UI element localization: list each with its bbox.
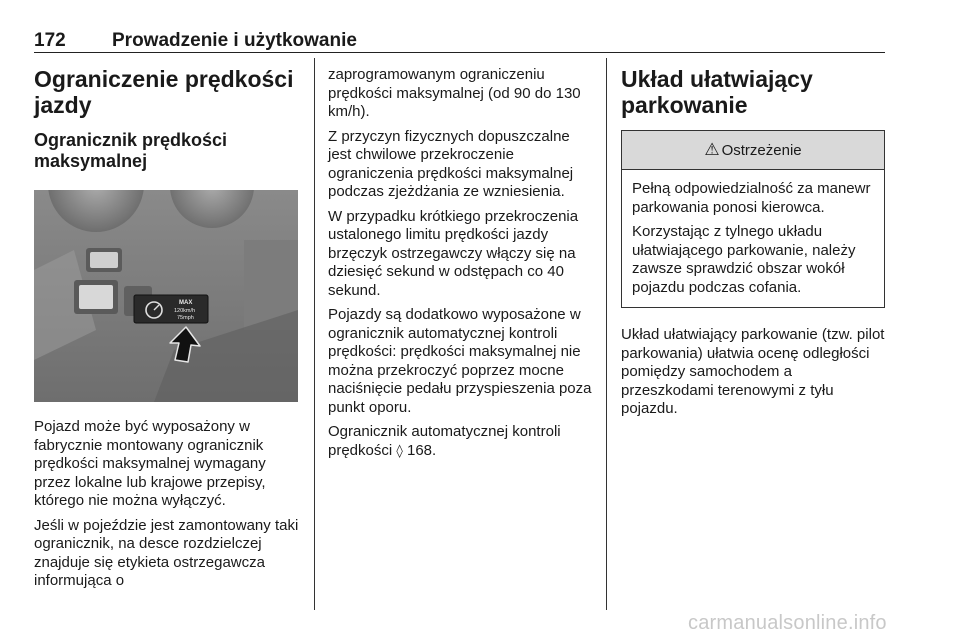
warning-paragraph-2: Korzystając z tylnego układu ułatwiającego parkowanie, należy zawsze sprawdzić obszar wokół pojazdu podczas cofania.	[632, 223, 856, 296]
subsection-heading-speed-limiter: Ogranicznik prędkości maksymalnej	[34, 130, 228, 171]
paragraph-3: zaprogramowanym ograniczeniu prędkości maksymalnej (od 90 do 130 km/h).	[328, 66, 581, 120]
dashboard-photo	[34, 190, 298, 402]
paragraph-2: Jeśli w pojeździe jest zamontowany taki ogranicznik, na desce rozdzielczej znajduje się etykieta ostrzegawcza informująca o	[34, 516, 299, 589]
paragraph-4: Z przyczyn fizycznych dopuszczalne jest chwilowe przekroczenie ograniczenia prędkości maksymalnej podczas zjeżdżania ze wzniesienia.	[328, 127, 574, 200]
paragraph-6: Pojazdy są dodatkowo wyposażone w ogranicznik automatycznej kontroli prędkości: prędkości maksymalnej nie można przekroczyć poprzez mocne naciśnięcie pedału przyspieszenia poza punkt oporu.	[328, 306, 592, 416]
cross-reference-text: Ogranicznik automatycznej kontroli prędkości	[328, 423, 561, 459]
paragraph-1: Pojazd może być wyposażony w fabrycznie montowany ogranicznik prędkości maksymalnej wymagany przez lokalne lub krajowe przepisy, którego nie można wyłączyć.	[34, 418, 266, 509]
page-reference-number[interactable]: 168.	[406, 441, 437, 459]
column-divider-left	[314, 58, 315, 610]
warning-label-sticker	[134, 295, 208, 323]
warning-box	[621, 130, 885, 308]
warning-body	[622, 170, 884, 307]
paragraph-5: W przypadku krótkiego przekroczenia ustalonego limitu prędkości jazdy brzęczyk ostrzegawczy włączy się na dziesięć sekund w odstępach co 40 sekund.	[328, 207, 579, 299]
label-line-1: MAX	[179, 300, 193, 306]
column-divider-right	[606, 58, 607, 610]
section-heading-parking-assist: Układ ułatwiający parkowanie	[621, 66, 813, 118]
label-line-2: 120km/h	[174, 308, 196, 314]
warning-title: Ostrzeżenie	[721, 141, 802, 159]
watermark: carmanualsonline.info	[688, 612, 887, 634]
page-header	[34, 30, 885, 52]
paragraph-7	[328, 423, 594, 461]
chapter-title: Prowadzenie i użytkowanie	[112, 30, 357, 51]
column-1	[34, 66, 300, 597]
warning-triangle-icon: ⚠	[704, 140, 720, 159]
header-rule	[34, 52, 885, 53]
column-2	[328, 66, 594, 467]
column-3	[621, 66, 885, 425]
page-number: 172	[34, 30, 66, 51]
warning-header	[622, 131, 884, 170]
page-reference-icon: ◊	[396, 443, 403, 459]
section-heading-speed-limitation: Ograniczenie prędkości jazdy	[34, 66, 294, 118]
warning-paragraph-1: Pełną odpowiedzialność za manewr parkowania ponosi kierowca.	[632, 180, 871, 216]
paragraph-8: Układ ułatwiający parkowanie (tzw. pilot parkowania) ułatwia ocenę odległości pomiędzy samochodem a przeszkodami terenowymi z tyłu pojazdu.	[621, 326, 885, 417]
label-line-3: 75mph	[177, 315, 194, 321]
